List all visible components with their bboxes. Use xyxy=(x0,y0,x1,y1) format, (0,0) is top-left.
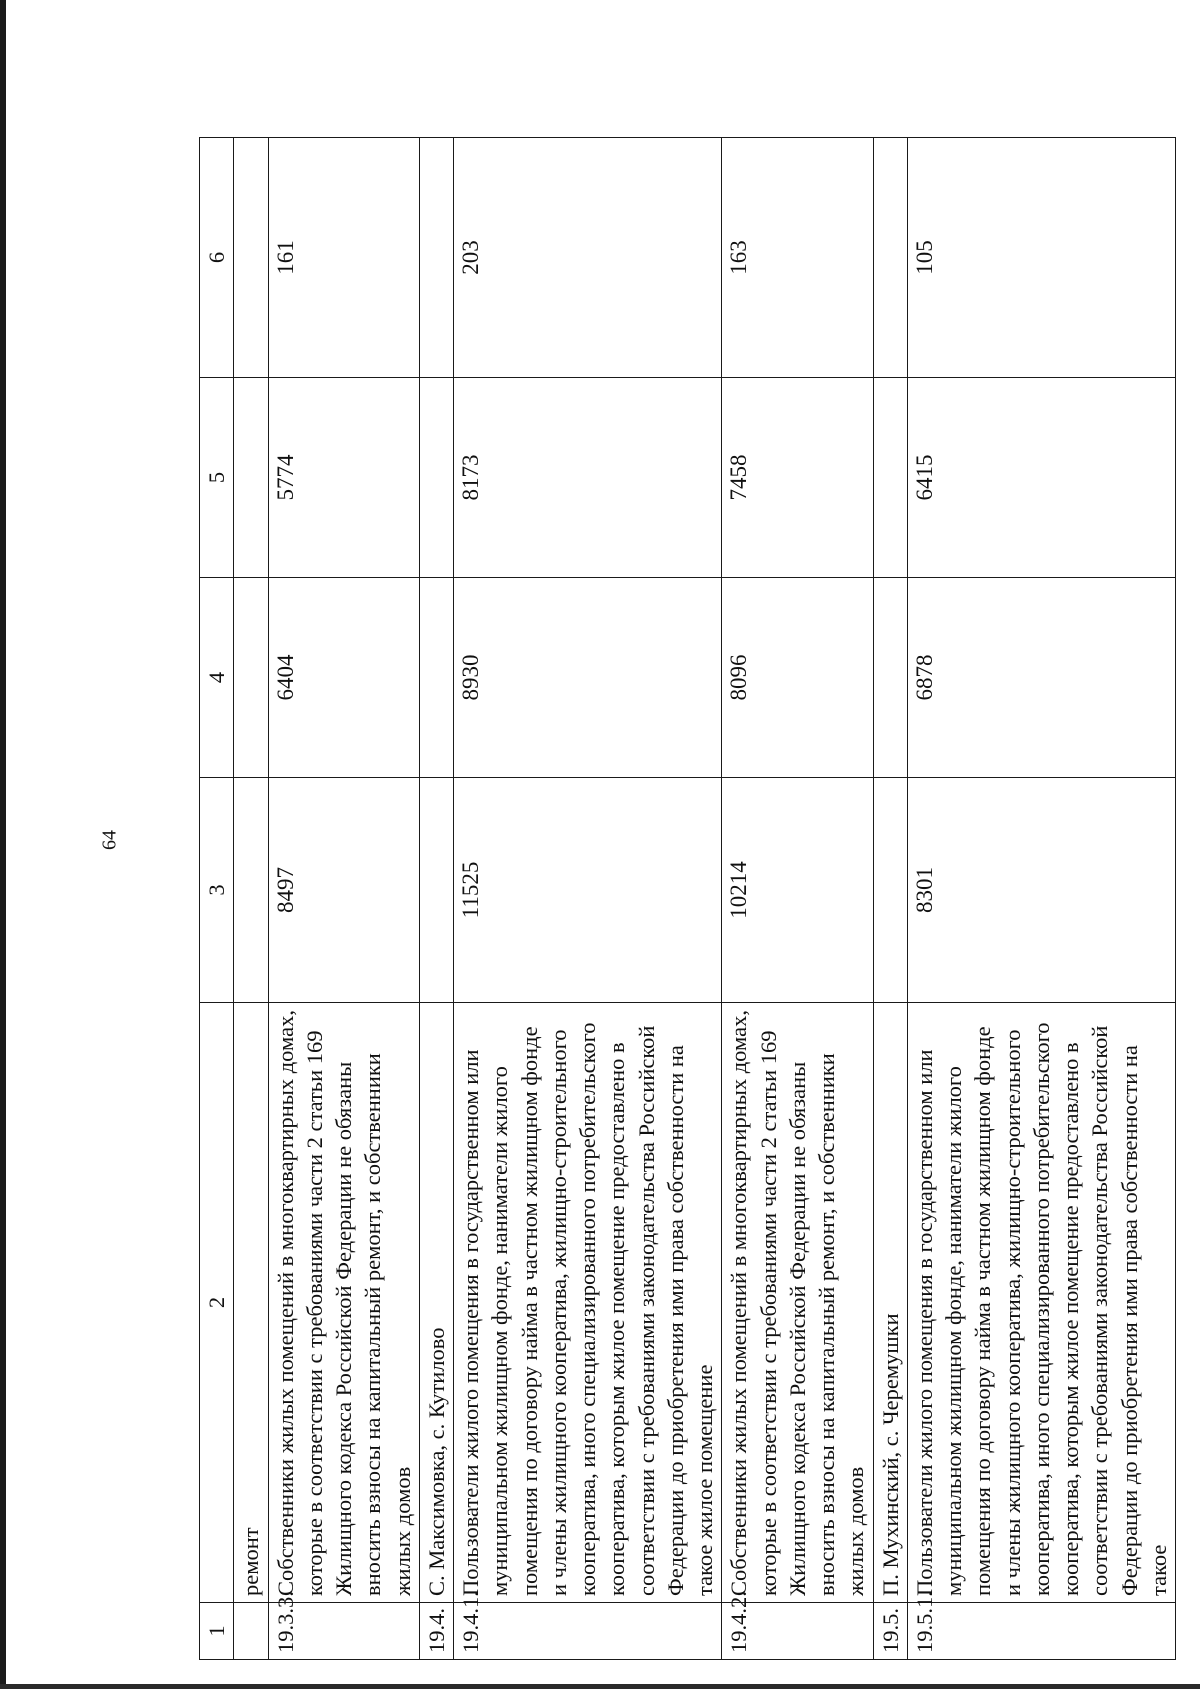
row-value-col6: 161 xyxy=(268,138,419,378)
header-col-4: 4 xyxy=(200,578,234,778)
table-row xyxy=(268,138,419,1660)
section-code: 19.4. xyxy=(419,1603,453,1660)
header-col-1: 1 xyxy=(200,1603,234,1660)
table-row xyxy=(454,138,722,1660)
rotated-table-container xyxy=(199,138,1171,1660)
row-value-col3: 8301 xyxy=(907,778,1175,1003)
row-value-col6: 163 xyxy=(722,138,873,378)
row-value-col5: 7458 xyxy=(722,378,873,578)
row-description: Собственники жилых помещений в многоквартирных домах, которые в соответствии с требованиями части 2 статьи 169 Жилищного кодекса Российской Федерации не обязаны вносить взносы на капитальный ремонт, и собственники жилых домов xyxy=(268,1003,419,1603)
row-value-col6: 105 xyxy=(907,138,1175,378)
table-row xyxy=(907,138,1175,1660)
table-row-continuation xyxy=(234,138,268,1660)
table-row-section xyxy=(873,138,907,1660)
row-description: Пользователи жилого помещения в государственном или муниципальном жилищном фонде, наниматели жилого помещения по договору найма в частном жилищном фонде и члены жилищного кооператива, жилищно-строительного кооператива, иного специализированного потребительского кооператива, которым жилое помещение предоставлено в соответствии с требованиями законодательства Российской Федерации до приобретения ими права собственности на такое xyxy=(907,1003,1175,1603)
row-code: 19.4.2. xyxy=(722,1603,873,1660)
section-title: С. Максимовка, с. Кутилово xyxy=(419,1003,453,1603)
row-value-col3 xyxy=(873,778,907,1003)
row-description: Пользователи жилого помещения в государственном или муниципальном жилищном фонде, наниматели жилого помещения по договору найма в частном жилищном фонде и члены жилищного кооператива, жилищно-строительного кооператива, иного специализированного потребительского кооператива, которым жилое помещение предоставлено в соответствии с требованиями законодательства Российской Федерации до приобретения ими права собственности на такое жилое помещение xyxy=(454,1003,722,1603)
row-value-col5 xyxy=(419,378,453,578)
row-value-col6 xyxy=(873,138,907,378)
table-row xyxy=(722,138,873,1660)
scan-edge-left xyxy=(0,0,6,1689)
row-value-col5: 5774 xyxy=(268,378,419,578)
table-header-row xyxy=(200,138,234,1660)
row-value-col5: 8173 xyxy=(454,378,722,578)
row-value-col5 xyxy=(234,378,268,578)
header-col-6: 6 xyxy=(200,138,234,378)
row-value-col4: 6404 xyxy=(268,578,419,778)
row-value-col5: 6415 xyxy=(907,378,1175,578)
row-value-col4 xyxy=(234,578,268,778)
scan-edge-bottom xyxy=(0,1684,1200,1689)
row-value-col6: 203 xyxy=(454,138,722,378)
row-code: 19.3.3. xyxy=(268,1603,419,1660)
header-col-2: 2 xyxy=(200,1003,234,1603)
row-value-col3: 8497 xyxy=(268,778,419,1003)
row-value-col4: 6878 xyxy=(907,578,1175,778)
row-value-col6 xyxy=(419,138,453,378)
row-value-col4 xyxy=(873,578,907,778)
table-row-section xyxy=(419,138,453,1660)
header-col-3: 3 xyxy=(200,778,234,1003)
row-value-col3: 10214 xyxy=(722,778,873,1003)
tariff-table xyxy=(199,137,1176,1660)
row-code xyxy=(234,1603,268,1660)
row-value-col4 xyxy=(419,578,453,778)
row-value-col5 xyxy=(873,378,907,578)
row-value-col3 xyxy=(419,778,453,1003)
row-description: ремонт xyxy=(234,1003,268,1603)
row-value-col4: 8096 xyxy=(722,578,873,778)
page-number: 64 xyxy=(98,830,121,850)
row-description: Собственники жилых помещений в многоквартирных домах, которые в соответствии с требованиями части 2 статьи 169 Жилищного кодекса Российской Федерации не обязаны вносить взносы на капитальный ремонт, и собственники жилых домов xyxy=(722,1003,873,1603)
row-value-col3 xyxy=(234,778,268,1003)
header-col-5: 5 xyxy=(200,378,234,578)
row-value-col6 xyxy=(234,138,268,378)
row-value-col3: 11525 xyxy=(454,778,722,1003)
section-code: 19.5. xyxy=(873,1603,907,1660)
row-value-col4: 8930 xyxy=(454,578,722,778)
row-code: 19.4.1. xyxy=(454,1603,722,1660)
section-title: П. Мухинский, с. Черемушки xyxy=(873,1003,907,1603)
row-code: 19.5.1. xyxy=(907,1603,1175,1660)
